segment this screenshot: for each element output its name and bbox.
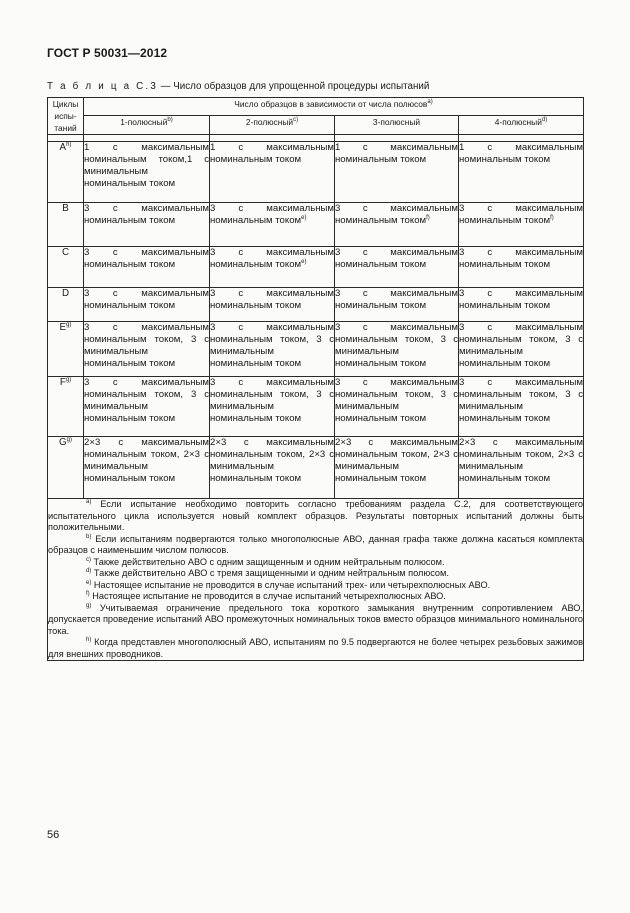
cycle-label: F bbox=[59, 377, 66, 388]
footnote-mark: b) bbox=[86, 533, 92, 540]
sample-cell bbox=[459, 142, 584, 203]
sample-cell bbox=[459, 203, 584, 247]
sample-cell bbox=[335, 322, 459, 377]
document-header: ГОСТ Р 50031—2012 bbox=[47, 46, 168, 60]
sample-cell bbox=[459, 288, 584, 322]
sample-cell bbox=[84, 437, 210, 499]
footnote-text: Настоящее испытание не проводится в случае испытаний четырехполюсных АВО. bbox=[89, 591, 446, 601]
sample-text: 2×3 с максимальным номинальным током, 2×3 с минимальным номинальным током bbox=[459, 437, 583, 484]
sample-text: 3 с максимальным номинальным током, 3 с минимальным номинальным током bbox=[459, 322, 583, 369]
sample-text: 3 с максимальным номинальным током bbox=[210, 288, 334, 311]
sample-text: 2×3 с максимальным номинальным током, 2×3 с минимальным номинальным током bbox=[335, 437, 458, 484]
sample-sup: f) bbox=[426, 215, 430, 221]
sample-cell bbox=[84, 247, 210, 288]
footnote-text: Также действительно АВО с одним защищенным и одним нейтральным полюсом. bbox=[91, 556, 445, 567]
table-row bbox=[48, 322, 584, 377]
table-row bbox=[48, 142, 584, 203]
footnote bbox=[48, 637, 583, 660]
samples-table bbox=[47, 97, 584, 661]
sample-cell bbox=[210, 377, 335, 437]
column-header bbox=[84, 115, 210, 134]
sample-text: 3 с максимальным номинальным током bbox=[84, 247, 209, 270]
sample-cell bbox=[210, 142, 335, 203]
footnote-mark: a) bbox=[86, 499, 92, 505]
sample-cell bbox=[210, 247, 335, 288]
sample-cell bbox=[84, 377, 210, 437]
sample-cell bbox=[84, 142, 210, 203]
sample-cell bbox=[210, 203, 335, 247]
cycle-cell bbox=[48, 437, 84, 499]
sample-cell bbox=[335, 288, 459, 322]
table-notes bbox=[48, 499, 584, 661]
table-row bbox=[48, 377, 584, 437]
footnote-mark: f) bbox=[86, 591, 90, 597]
footnote-text: Также действительно АВО с тремя защищенными и одним нейтральным полюсом. bbox=[91, 568, 449, 578]
group-header-label: Число образцов в зависимости от числа полюсов bbox=[234, 99, 428, 109]
column-header bbox=[335, 115, 459, 134]
sample-cell bbox=[335, 247, 459, 288]
table-row bbox=[48, 203, 584, 247]
sample-text: 3 с максимальным номинальным током bbox=[335, 288, 458, 311]
sample-text: 1 с максимальным номинальным током bbox=[459, 142, 583, 165]
cycle-sup: h) bbox=[66, 142, 72, 148]
footnote-text: Когда представлен многополюсный АВО, испытаниям по 9.5 подвергаются не более четырех резьбовых зажимов для внешних проводников. bbox=[48, 637, 583, 659]
sample-cell bbox=[335, 142, 459, 203]
footnote-mark: h) bbox=[86, 637, 92, 643]
cycle-label: D bbox=[61, 288, 70, 299]
cycle-cell bbox=[48, 377, 84, 437]
sample-text: 2×3 с максимальным номинальным током, 2×3 с минимальным номинальным током bbox=[210, 437, 334, 484]
sample-cell bbox=[84, 203, 210, 247]
footnote bbox=[48, 568, 583, 580]
stub-header: Циклы испы-таний bbox=[48, 98, 84, 135]
footnote-mark: d) bbox=[86, 568, 92, 574]
column-header-label: 4-полюсный bbox=[494, 116, 542, 127]
footnote bbox=[48, 591, 583, 603]
cycle-label: E bbox=[59, 322, 67, 333]
footnote bbox=[48, 580, 583, 592]
column-header-sup: b) bbox=[167, 116, 173, 123]
sample-cell bbox=[210, 437, 335, 499]
sample-text: 3 с максимальным номинальным током, 3 с минимальным номинальным током bbox=[84, 377, 209, 424]
group-header-sup: a) bbox=[427, 99, 433, 105]
sample-text: 3 с максимальным номинальным током bbox=[335, 247, 458, 270]
sample-cell bbox=[459, 377, 584, 437]
cycle-cell bbox=[48, 288, 84, 322]
sample-text: 3 с максимальным номинальным током, 3 с минимальным номинальным током bbox=[210, 377, 334, 424]
sample-sup: e) bbox=[301, 259, 307, 265]
cycle-cell bbox=[48, 142, 84, 203]
sample-cell bbox=[84, 288, 210, 322]
footnote bbox=[48, 557, 583, 569]
sample-text: 3 с максимальным номинальным током, 3 с минимальным номинальным током bbox=[335, 322, 458, 369]
table-row bbox=[48, 437, 584, 499]
sample-text: 3 с максимальным номинальным током, 3 с минимальным номинальным током bbox=[210, 322, 334, 369]
footnote-mark: g) bbox=[86, 602, 92, 609]
footnote bbox=[48, 534, 583, 557]
sample-text: 2×3 с максимальным номинальным током, 2×3 с минимальным номинальным током bbox=[84, 437, 209, 484]
sample-text: 3 с максимальным номинальным током bbox=[84, 288, 209, 311]
page-number: 56 bbox=[47, 829, 60, 841]
cycle-label: A bbox=[59, 142, 67, 153]
sample-text: 3 с максимальным номинальным током bbox=[210, 247, 334, 270]
header-spacer-row bbox=[48, 135, 584, 142]
column-header-sup: d) bbox=[541, 116, 548, 123]
footnote-mark: e) bbox=[86, 579, 92, 586]
footnote-mark: c) bbox=[86, 556, 91, 563]
column-header-label: 2-полюсный bbox=[245, 116, 294, 127]
sample-cell bbox=[210, 288, 335, 322]
sample-cell bbox=[335, 203, 459, 247]
sample-text: 1 с максимальным номинальным током,1 с минимальным номинальным током bbox=[84, 142, 209, 189]
sample-cell bbox=[210, 322, 335, 377]
column-header-label: 1-полюсный bbox=[120, 116, 168, 127]
footnote-text: Настоящее испытание не проводится в случае испытаний трех- или четырехполюсных АВО. bbox=[91, 579, 491, 590]
cycle-sup: g) bbox=[66, 322, 72, 328]
column-header-label: 3-полюсный bbox=[372, 116, 421, 127]
column-header-sup: c) bbox=[293, 116, 299, 123]
sample-text: 3 с максимальным номинальным током, 3 с минимальным номинальным током bbox=[84, 322, 209, 369]
table-caption-prefix: Т а б л и ц а С.3 bbox=[47, 81, 158, 92]
sample-text: 1 с максимальным номинальным током bbox=[335, 142, 458, 165]
cycle-sup: g) bbox=[65, 377, 72, 383]
sample-cell bbox=[459, 322, 584, 377]
column-header bbox=[210, 115, 335, 134]
sample-text: 3 с максимальным номинальным током bbox=[459, 288, 583, 311]
table-caption bbox=[47, 81, 429, 92]
sample-sup: e) bbox=[301, 215, 307, 221]
cycle-sup: g) bbox=[66, 437, 72, 443]
group-header bbox=[84, 98, 584, 116]
sample-text: 3 с максимальным номинальным током bbox=[84, 203, 209, 226]
footnote-text: Если испытаниям подвергаются только многополюсные АВО, данная графа также должна касаться комплекта образцов с наименьшим числом полюсов. bbox=[48, 533, 583, 555]
table-row bbox=[48, 288, 584, 322]
cycle-label: G bbox=[59, 437, 67, 448]
cycle-label: B bbox=[62, 203, 69, 214]
sample-text: 3 с максимальным номинальным током, 3 с минимальным номинальным током bbox=[335, 377, 458, 424]
cycle-cell bbox=[48, 247, 84, 288]
sample-sup: f) bbox=[550, 215, 554, 221]
sample-cell bbox=[84, 322, 210, 377]
sample-text: 1 с максимальным номинальным током bbox=[210, 142, 334, 165]
footnote-text: Если испытание необходимо повторить согласно требованиям раздела С.2, для соответствующего испытательного цикла используется новый комплект образцов. Результаты повторных испытаний должны быть положительными. bbox=[48, 499, 583, 532]
cycle-cell bbox=[48, 203, 84, 247]
sample-text: 3 с максимальным номинальным током bbox=[459, 247, 583, 270]
sample-cell bbox=[335, 377, 459, 437]
sample-cell bbox=[459, 247, 584, 288]
table-row bbox=[48, 247, 584, 288]
sample-text: 3 с максимальным номинальным током bbox=[459, 203, 583, 226]
cycle-label: C bbox=[61, 247, 70, 258]
column-header bbox=[459, 115, 584, 134]
sample-cell bbox=[335, 437, 459, 499]
sample-text: 3 с максимальным номинальным током bbox=[335, 203, 458, 226]
footnote-text: Учитываемая ограничение предельного тока короткого замыкания внутренним сопротивлением АВО, допускается проведение испытаний АВО промежуточных номинальных токов вместо образцов минимального номинального тока. bbox=[48, 602, 583, 636]
sample-cell bbox=[459, 437, 584, 499]
table-caption-title: — Число образцов для упрощенной процедуры испытаний bbox=[158, 81, 430, 92]
sample-text: 3 с максимальным номинальным током, 3 с минимальным номинальным током bbox=[459, 377, 583, 424]
footnote bbox=[48, 603, 583, 638]
footnote bbox=[48, 499, 583, 534]
cycle-cell bbox=[48, 322, 84, 377]
sample-text: 3 с максимальным номинальным током bbox=[210, 203, 334, 226]
